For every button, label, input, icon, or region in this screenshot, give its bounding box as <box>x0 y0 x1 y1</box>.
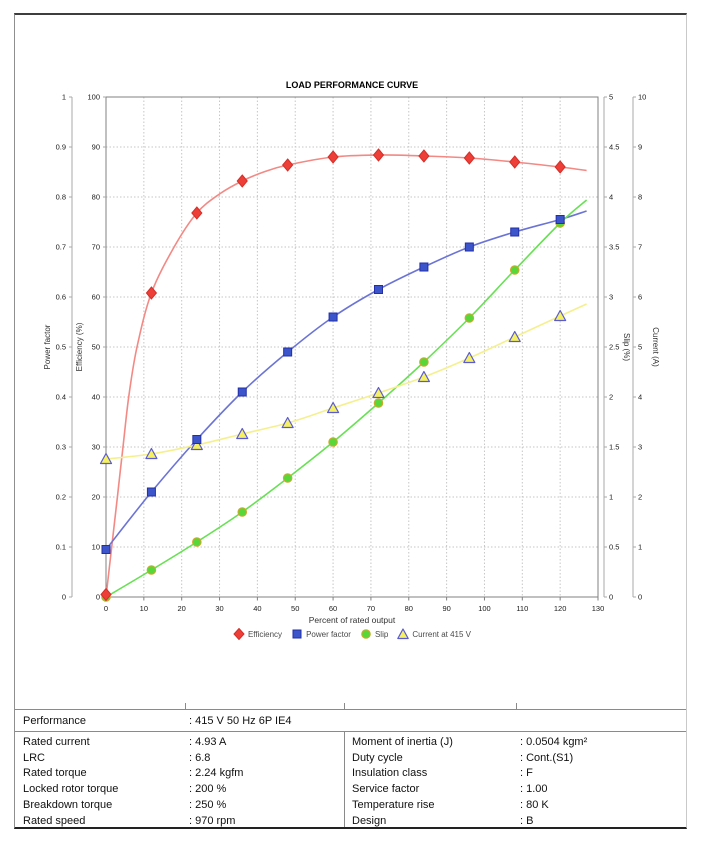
axis-slip---- <box>604 93 631 602</box>
svg-text:4.5: 4.5 <box>609 142 620 152</box>
spec-rows-left <box>15 732 345 827</box>
svg-text:4: 4 <box>638 392 643 402</box>
svg-text:0: 0 <box>638 592 643 602</box>
svg-text:30: 30 <box>215 604 224 613</box>
svg-text:1.5: 1.5 <box>609 442 620 452</box>
svg-text:3.5: 3.5 <box>609 242 620 252</box>
svg-text:5: 5 <box>638 342 643 352</box>
svg-text:50: 50 <box>91 342 100 352</box>
legend-label: Efficiency <box>247 629 283 639</box>
triangle-icon <box>397 628 409 640</box>
svg-text:0.1: 0.1 <box>55 542 66 552</box>
axis-title: Current (A) <box>651 327 660 367</box>
table-row <box>15 797 344 813</box>
svg-text:0.7: 0.7 <box>55 242 66 252</box>
svg-text:2.5: 2.5 <box>609 342 620 352</box>
header-cell <box>517 703 686 709</box>
spec-main-block <box>15 732 686 827</box>
svg-text:70: 70 <box>366 604 376 613</box>
axis-title: Power factor <box>43 324 52 370</box>
spec-label: Design <box>352 814 387 827</box>
spec-value: : B <box>520 814 534 827</box>
svg-text:0.3: 0.3 <box>55 442 66 452</box>
spec-value: : F <box>520 767 533 780</box>
curve-efficiency <box>106 155 587 597</box>
curve-current-at-415-v <box>106 304 587 459</box>
table-row <box>345 766 686 782</box>
spec-value: : 4.93 A <box>189 735 227 748</box>
spec-value: : 2.24 kgfm <box>189 767 244 780</box>
svg-text:80: 80 <box>91 192 100 202</box>
svg-text:100: 100 <box>478 604 491 613</box>
svg-text:90: 90 <box>91 142 100 152</box>
square-icon <box>291 628 303 640</box>
svg-text:90: 90 <box>442 604 451 613</box>
table-row <box>345 797 686 813</box>
svg-text:110: 110 <box>516 604 529 613</box>
x-axis <box>104 597 604 625</box>
header-cell <box>345 703 517 709</box>
svg-text:0.9: 0.9 <box>55 142 66 152</box>
spec-value: : 970 rpm <box>189 814 236 827</box>
svg-text:0.2: 0.2 <box>55 492 66 502</box>
svg-text:100: 100 <box>87 92 100 102</box>
load-performance-chart <box>15 15 686 675</box>
spec-rows-right <box>345 732 686 827</box>
header-cell <box>186 703 345 709</box>
svg-text:7: 7 <box>638 242 643 252</box>
svg-text:20: 20 <box>91 492 100 502</box>
svg-text:1: 1 <box>61 92 66 102</box>
axis-power-factor <box>43 93 72 602</box>
svg-text:0: 0 <box>61 592 66 602</box>
spec-value: : 6.8 <box>189 751 211 764</box>
svg-text:4: 4 <box>609 192 614 202</box>
spec-label: Moment of inertia (J) <box>352 735 453 748</box>
legend-label: Current at 415 V <box>412 629 472 639</box>
chart-legend <box>106 626 598 642</box>
svg-text:60: 60 <box>91 292 100 302</box>
axis-title: Efficiency (%) <box>75 322 84 372</box>
table-row <box>15 766 344 782</box>
chart-title: LOAD PERFORMANCE CURVE <box>285 80 419 90</box>
curve-power-factor <box>106 211 587 550</box>
svg-text:8: 8 <box>638 192 643 202</box>
svg-text:6: 6 <box>638 292 643 302</box>
spec-label: LRC <box>23 751 46 764</box>
spec-label: Rated current <box>23 735 90 748</box>
spec-label: Insulation class <box>352 767 428 780</box>
svg-text:0.5: 0.5 <box>55 342 66 352</box>
table-row <box>15 734 344 750</box>
header-cell <box>15 703 186 709</box>
spec-label: Rated torque <box>23 767 87 780</box>
gridlines <box>106 97 598 597</box>
table-row <box>15 750 344 766</box>
svg-text:1: 1 <box>609 492 614 502</box>
page-frame <box>14 13 687 829</box>
diamond-icon <box>233 628 245 640</box>
legend-item-power-factor <box>291 628 351 640</box>
svg-text:10: 10 <box>638 92 647 102</box>
spec-label: Rated speed <box>23 814 86 827</box>
svg-text:9: 9 <box>638 142 643 152</box>
legend-label: Power factor <box>306 629 351 639</box>
spec-value: : 80 K <box>520 799 549 812</box>
svg-text:120: 120 <box>553 604 567 613</box>
svg-text:10: 10 <box>91 542 100 552</box>
svg-text:2: 2 <box>609 392 614 402</box>
spec-value: : 0.0504 kgm² <box>520 735 588 748</box>
svg-text:0: 0 <box>103 604 109 613</box>
axis-efficiency---- <box>75 93 106 602</box>
performance-row <box>15 710 686 732</box>
svg-text:1: 1 <box>638 542 643 552</box>
table-row <box>15 813 344 827</box>
svg-text:20: 20 <box>177 604 186 613</box>
svg-text:40: 40 <box>91 392 100 402</box>
curve-slip <box>106 200 587 597</box>
svg-text:5: 5 <box>609 92 614 102</box>
svg-text:0: 0 <box>95 592 100 602</box>
spec-label: Duty cycle <box>352 751 403 764</box>
spec-value: : 200 % <box>189 783 227 796</box>
svg-text:3: 3 <box>638 442 643 452</box>
spec-label: Locked rotor torque <box>23 783 119 796</box>
svg-text:40: 40 <box>253 604 262 613</box>
legend-label: Slip <box>374 629 389 639</box>
svg-text:0.4: 0.4 <box>55 392 66 402</box>
legend-item-efficiency <box>233 628 282 640</box>
spec-value: : 250 % <box>189 799 227 812</box>
axis-current--a- <box>633 93 660 602</box>
circle-icon <box>360 628 372 640</box>
spec-value: : Cont.(S1) <box>520 751 574 764</box>
svg-text:0.8: 0.8 <box>55 192 66 202</box>
performance-label: Performance <box>23 714 86 727</box>
svg-text:2: 2 <box>638 492 643 502</box>
svg-text:130: 130 <box>591 604 605 613</box>
spec-table-header-row <box>15 703 686 710</box>
svg-text:0.5: 0.5 <box>609 542 620 552</box>
spec-label: Breakdown torque <box>23 799 113 812</box>
svg-text:0.6: 0.6 <box>55 292 66 302</box>
table-row <box>345 813 686 827</box>
performance-value: : 415 V 50 Hz 6P IE4 <box>189 714 292 727</box>
legend-item-current-at-415-v <box>397 628 471 640</box>
table-row <box>345 781 686 797</box>
svg-text:50: 50 <box>291 604 300 613</box>
spec-label: Service factor <box>352 783 420 796</box>
spec-value: : 1.00 <box>520 783 548 796</box>
svg-text:60: 60 <box>328 604 338 613</box>
svg-text:0: 0 <box>609 592 614 602</box>
svg-text:80: 80 <box>404 604 413 613</box>
svg-text:70: 70 <box>91 242 100 252</box>
axis-title: Slip (%) <box>622 332 631 362</box>
svg-text:3: 3 <box>609 292 614 302</box>
x-axis-title: Percent of rated output <box>308 615 396 625</box>
table-row <box>345 734 686 750</box>
table-row <box>345 750 686 766</box>
table-row <box>15 781 344 797</box>
spec-table <box>15 703 686 827</box>
svg-text:10: 10 <box>139 604 149 613</box>
legend-item-slip <box>360 628 388 640</box>
svg-text:30: 30 <box>91 442 100 452</box>
spec-label: Temperature rise <box>352 799 435 812</box>
